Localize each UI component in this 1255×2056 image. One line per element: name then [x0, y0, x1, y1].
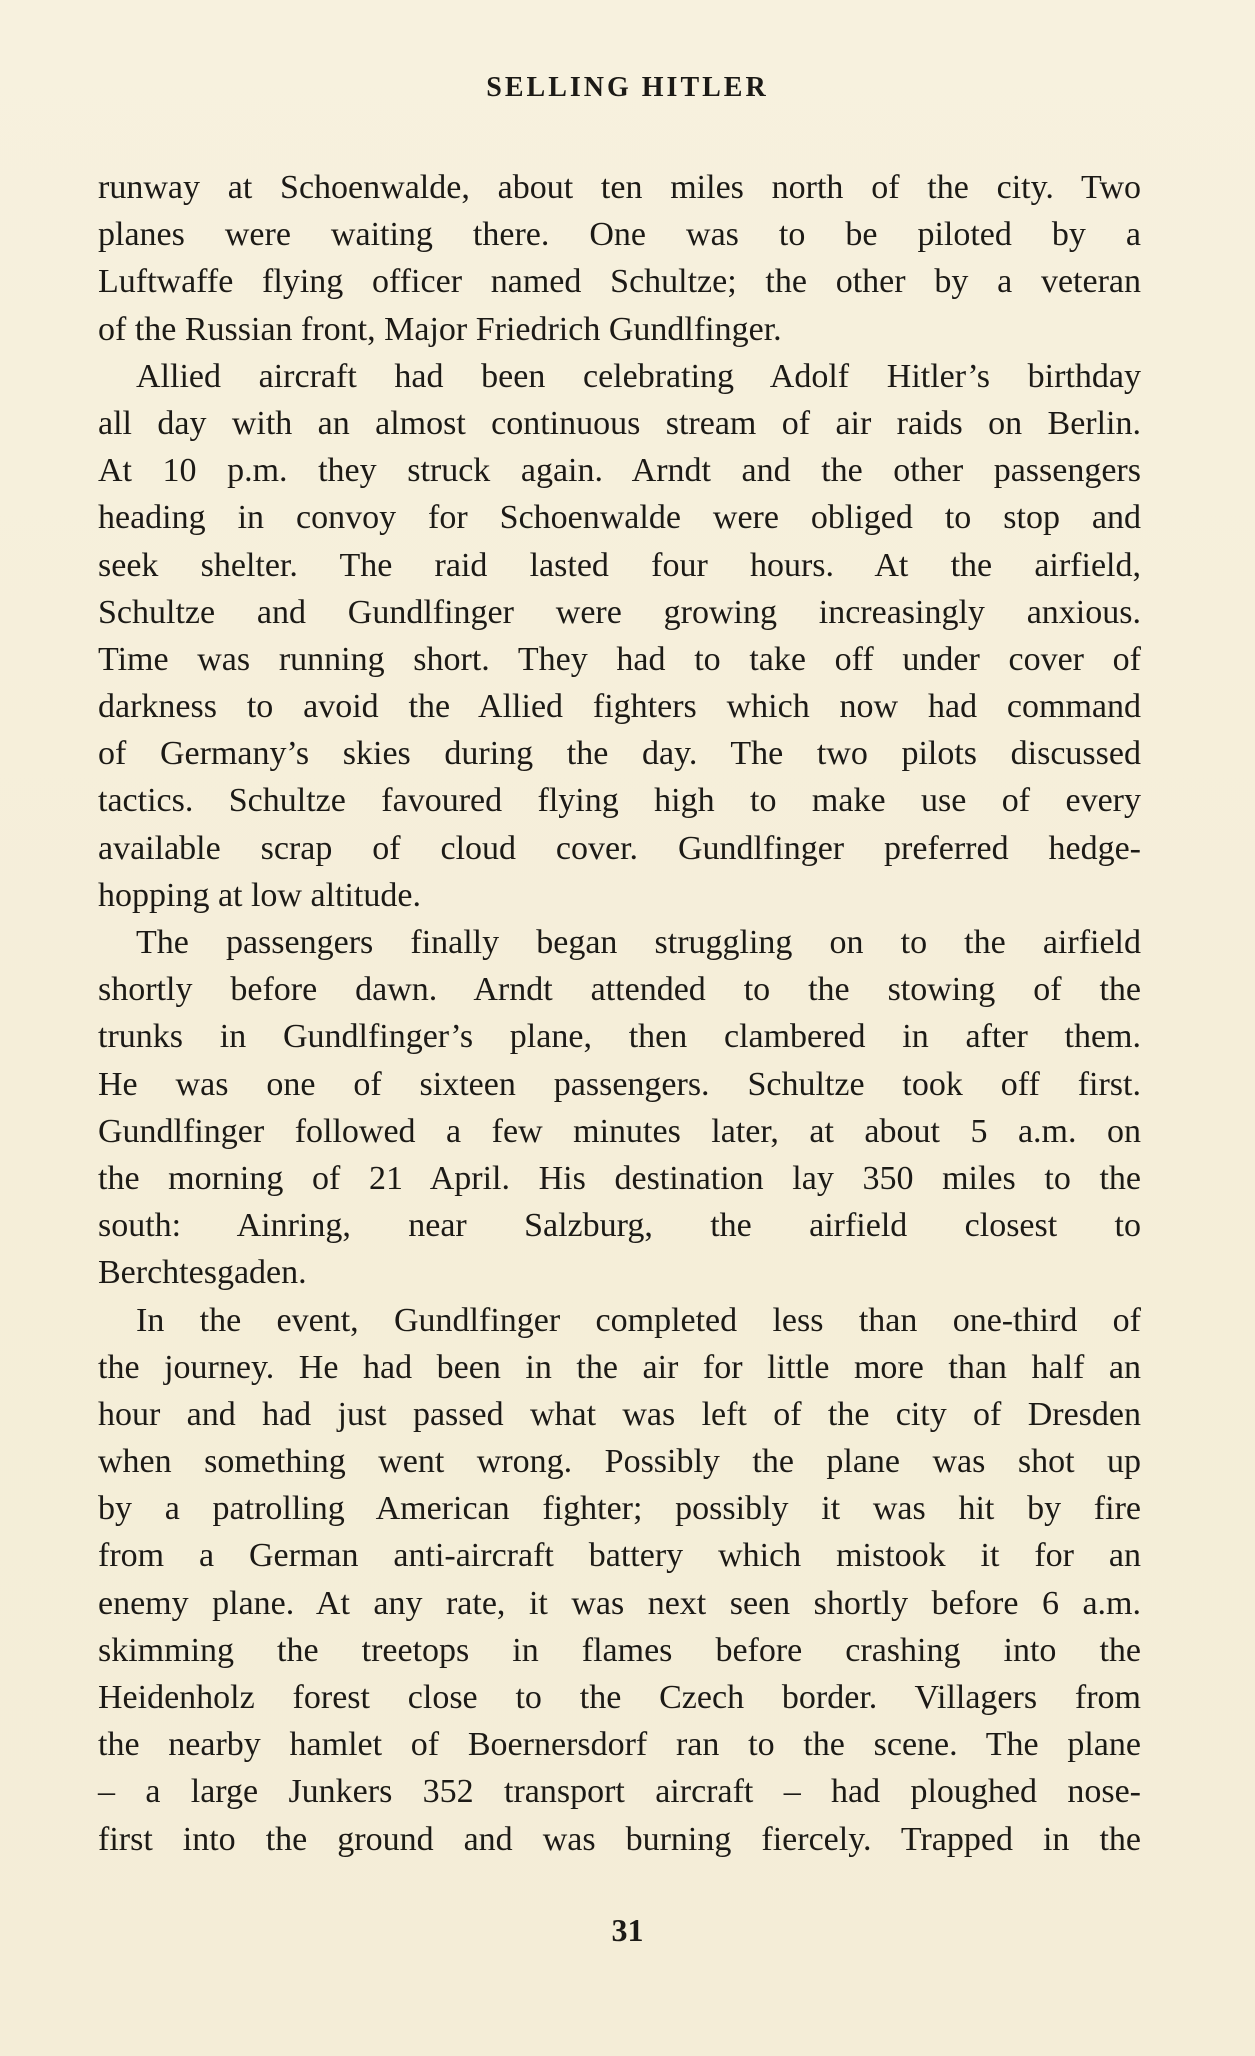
text-line: planes were waiting there. One was to be piloted by a — [98, 216, 1141, 254]
text-line: runway at Schoenwalde, about ten miles north of the city. Two — [98, 169, 1141, 206]
text-line: the morning of 21 April. His destination lay 350 miles to the — [98, 1159, 1141, 1197]
text-line: At 10 p.m. they struck again. Arndt and the other passengers — [98, 452, 1141, 490]
text-line: seek shelter. The raid lasted four hours. At the airfield, — [98, 546, 1141, 584]
text-line: enemy plane. At any rate, it was next seen shortly before 6 a.m. — [98, 1584, 1141, 1622]
text-line: the nearby hamlet of Boernersdorf ran to the scene. The plane — [98, 1726, 1141, 1764]
text-line: darkness to avoid the Allied fighters which now had command — [98, 688, 1141, 726]
text-line: by a patrolling American fighter; possibly it was hit by fire — [98, 1490, 1141, 1528]
text-line: Berchtesgaden. — [98, 1254, 307, 1292]
text-line: The passengers finally began struggling on to the airfield — [136, 924, 1141, 961]
text-line: Heidenholz forest close to the Czech border. Villagers from — [98, 1679, 1141, 1716]
text-line: – a large Junkers 352 transport aircraft – had ploughed nose- — [98, 1773, 1141, 1811]
text-line: tactics. Schultze favoured flying high to make use of every — [98, 782, 1141, 820]
text-line: hopping at low altitude. — [98, 876, 421, 914]
text-line: Schultze and Gundlfinger were growing increasingly anxious. — [98, 593, 1141, 631]
text-line: south: Ainring, near Salzburg, the airfield closest to — [98, 1207, 1141, 1245]
text-line: He was one of sixteen passengers. Schultze took off first. — [98, 1065, 1141, 1103]
text-line: Allied aircraft had been celebrating Adolf Hitler’s birthday — [136, 357, 1141, 395]
text-line: the journey. He had been in the air for little more than half an — [98, 1348, 1141, 1386]
running-head: SELLING HITLER — [486, 72, 769, 103]
text-line: available scrap of cloud cover. Gundlfinger preferred hedge- — [98, 829, 1141, 867]
text-line: trunks in Gundlfinger’s plane, then clambered in after them. — [98, 1018, 1141, 1056]
text-line: of Germany’s skies during the day. The two pilots discussed — [98, 735, 1141, 773]
text-line: Time was running short. They had to take off under cover of — [98, 640, 1141, 678]
text-line: first into the ground and was burning fiercely. Trapped in the — [98, 1820, 1141, 1858]
body-text — [98, 164, 1141, 1863]
text-line: when something went wrong. Possibly the plane was shot up — [98, 1443, 1141, 1481]
text-line: heading in convoy for Schoenwalde were obliged to stop and — [98, 499, 1141, 537]
text-line: from a German anti-aircraft battery which mistook it for an — [98, 1537, 1141, 1575]
text-line: Luftwaffe flying officer named Schultze; the other by a veteran — [98, 263, 1141, 301]
text-line: Gundlfinger followed a few minutes later, at about 5 a.m. on — [98, 1112, 1141, 1150]
text-line: skimming the treetops in flames before crashing into the — [98, 1631, 1141, 1669]
page-number: 31 — [611, 1912, 644, 1948]
text-line: of the Russian front, Major Friedrich Gundlfinger. — [98, 310, 782, 348]
text-line: hour and had just passed what was left of the city of Dresden — [98, 1395, 1141, 1433]
text-line: In the event, Gundlfinger completed less than one-third of — [136, 1301, 1141, 1339]
text-line: all day with an almost continuous stream of air raids on Berlin. — [98, 404, 1141, 442]
text-line: shortly before dawn. Arndt attended to the stowing of the — [98, 971, 1141, 1009]
